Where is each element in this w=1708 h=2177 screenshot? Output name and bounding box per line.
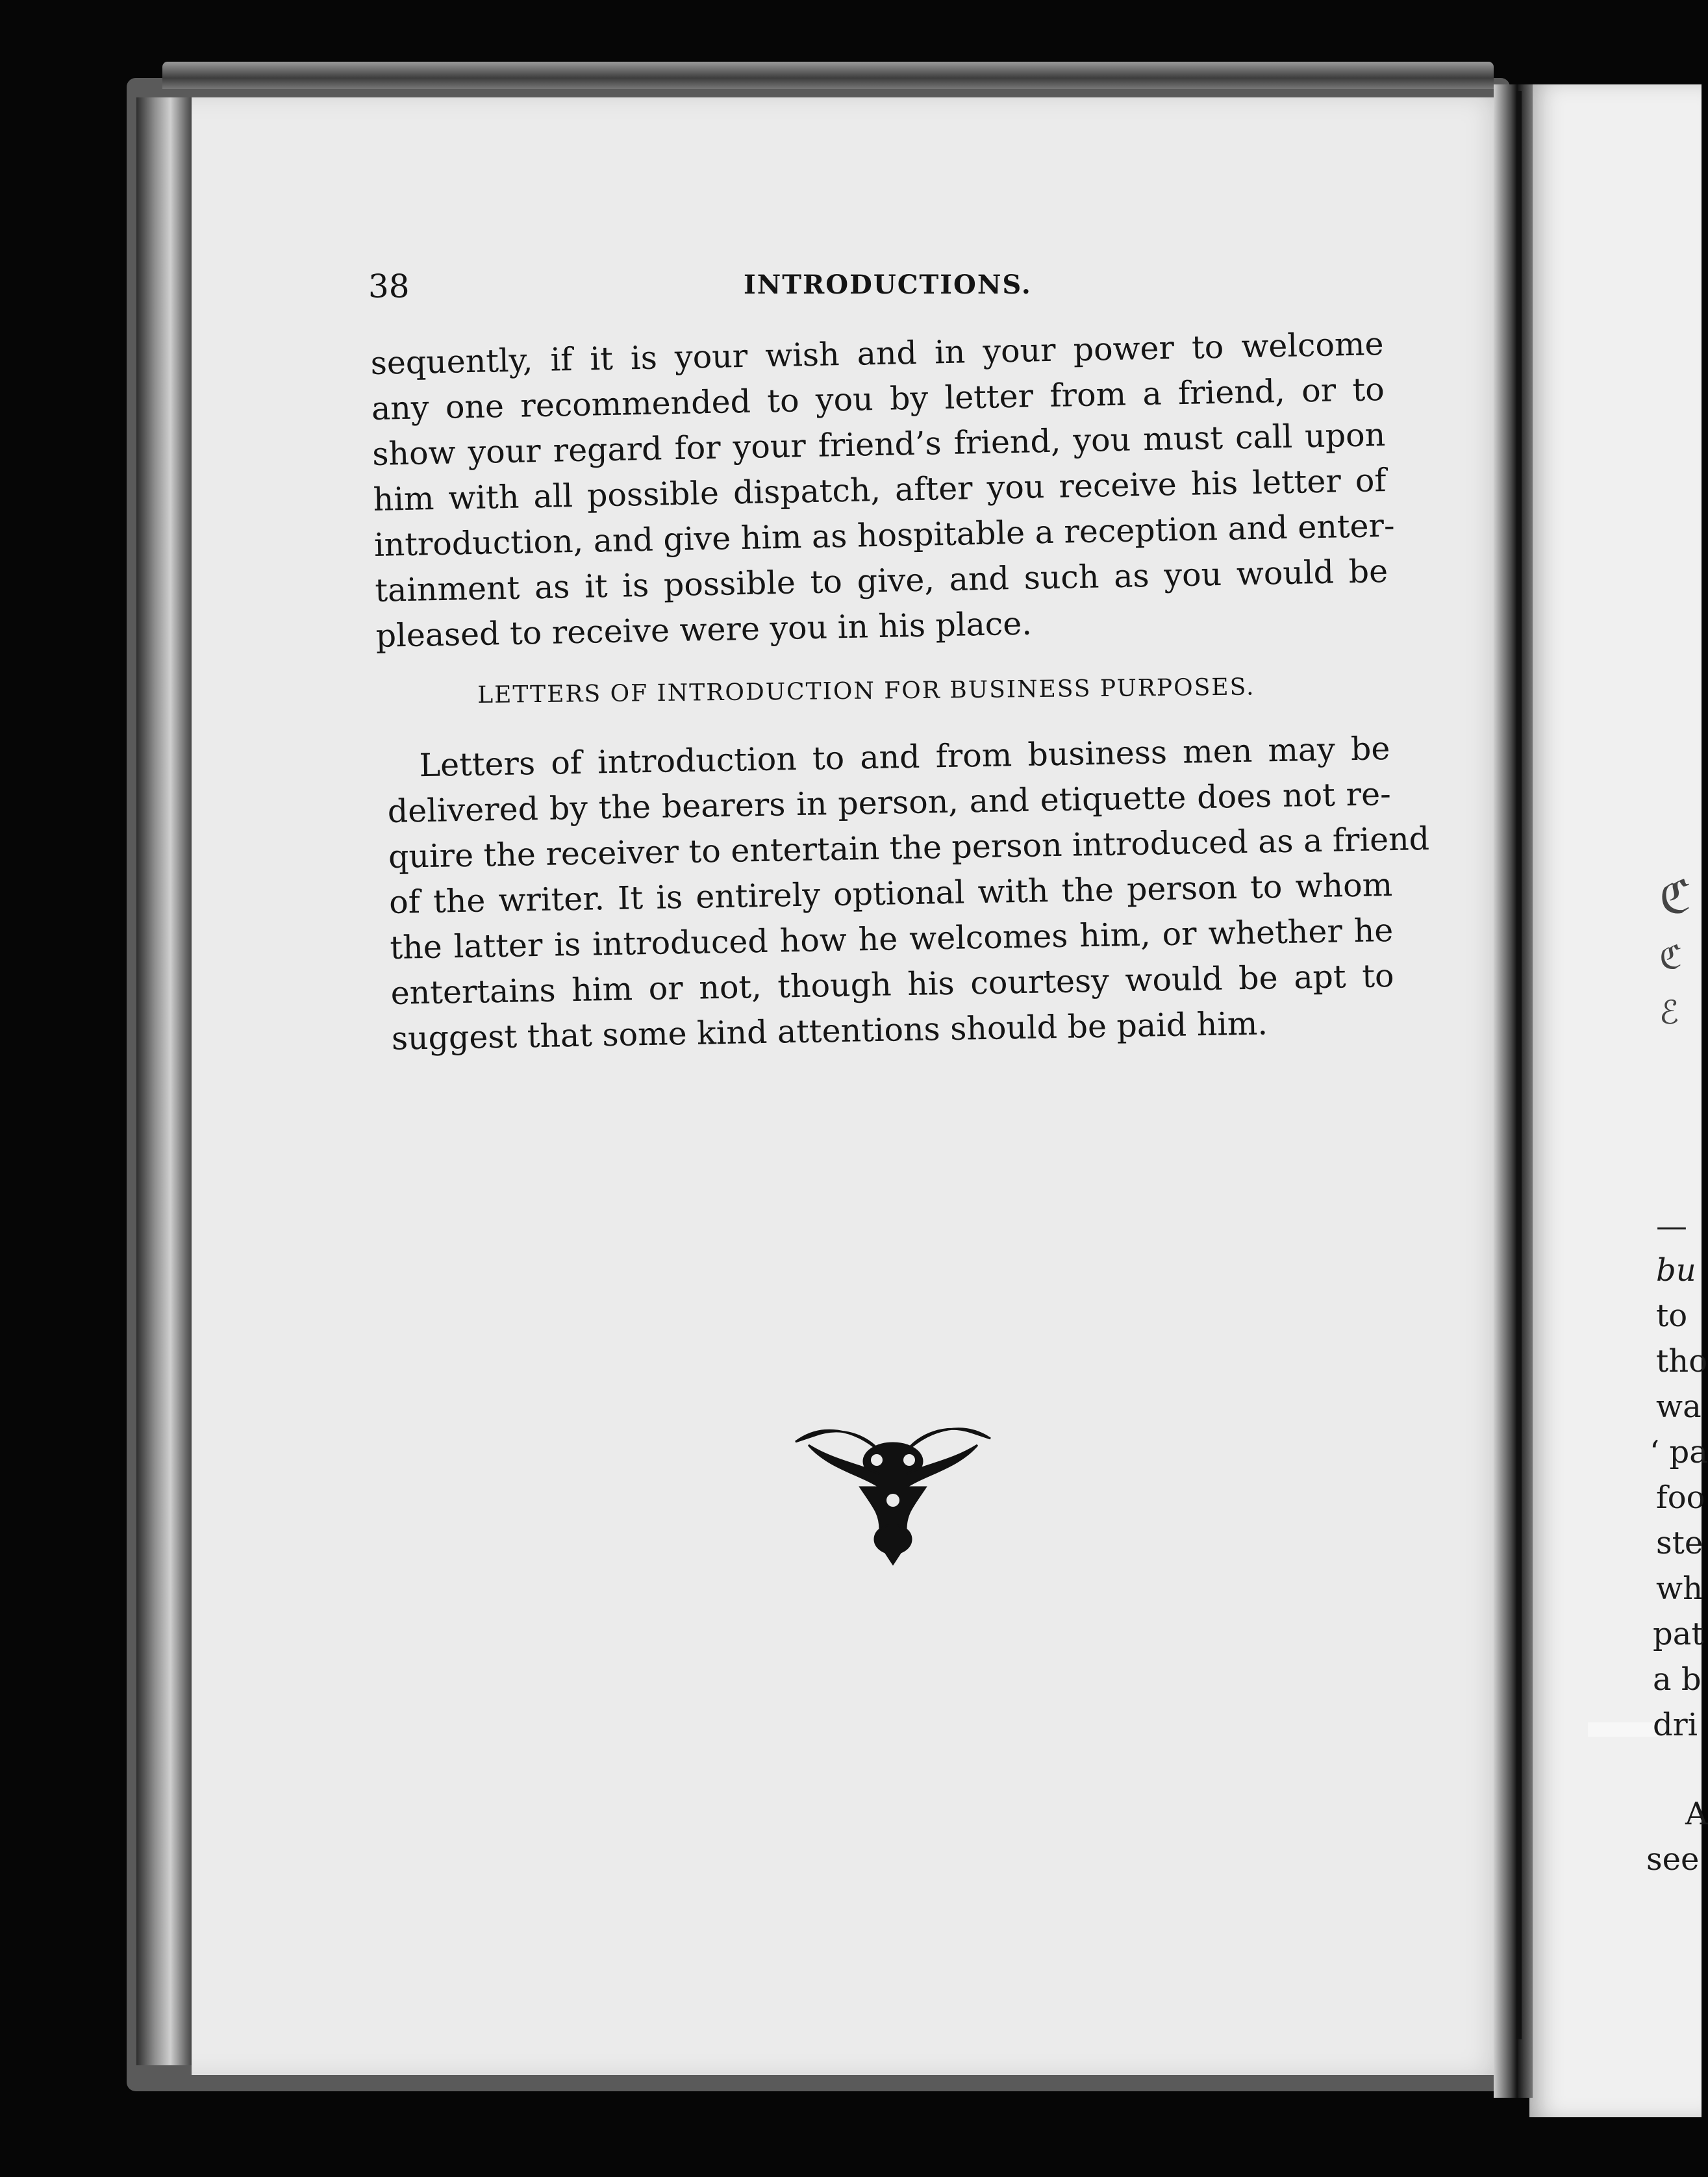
text-line: introduction, and give him as hospitable a reception and enter-: [373, 507, 1396, 564]
facing-text: bu: [1656, 1252, 1696, 1289]
flourish-icon: ℭ: [1659, 870, 1692, 924]
page-top-edge: [162, 62, 1494, 89]
facing-text: a b: [1653, 1661, 1702, 1698]
text-line: the latter is introduced how he welcomes him, or whether he: [389, 911, 1394, 966]
text-line: show your regard for your friend’s friend, you must call upon: [371, 416, 1386, 473]
text-line: entertains him or not, though his courtesy would be apt to: [390, 957, 1394, 1012]
page-number: 38: [368, 268, 410, 305]
paragraph-1: [370, 321, 1396, 659]
paragraph-2: [386, 726, 1430, 1062]
text-line: of the writer. It is entirely optional with the person to whom: [388, 866, 1393, 921]
right-page: [1529, 84, 1702, 2117]
gutter-shadow-line: [1516, 91, 1522, 2039]
text-line: him with all possible dispatch, after you receive his letter of: [373, 462, 1387, 518]
facing-text: A: [1685, 1796, 1708, 1832]
facing-text: wa: [1656, 1389, 1702, 1425]
section-heading: LETTERS OF INTRODUCTION FOR BUSINESS PURPOSES.: [477, 673, 1255, 709]
facing-text: ste: [1656, 1525, 1703, 1561]
text-line: sequently, if it is your wish and in your power to welcome: [370, 325, 1384, 382]
text-line: quire the receiver to entertain the person introduced as a friend: [388, 820, 1430, 875]
facing-text: tho: [1656, 1343, 1708, 1379]
paper-tab: [1588, 1722, 1659, 1737]
text-line: Letters of introduction to and from business men may be: [419, 730, 1390, 785]
facing-text: ‘ pa: [1650, 1434, 1708, 1470]
ornament-icon: [783, 1416, 1003, 1565]
facing-text: to: [1656, 1298, 1688, 1334]
facing-text: —: [1656, 1208, 1687, 1244]
text-line: suggest that some kind attentions should be paid him.: [391, 1005, 1268, 1057]
facing-text: foo: [1656, 1479, 1705, 1516]
facing-text: see: [1646, 1841, 1700, 1878]
text-line: delivered by the bearers in person, and etiquette does not re-: [387, 775, 1392, 830]
facing-text: dri: [1653, 1707, 1698, 1743]
text-line: tainment as it is possible to give, and such as you would be: [374, 552, 1388, 609]
flourish-icon: ℭ: [1659, 938, 1683, 976]
running-head: INTRODUCTIONS.: [744, 270, 1032, 300]
facing-text: pat: [1653, 1616, 1704, 1652]
text-line: any one recommended to you by letter from a friend, or to: [371, 371, 1385, 427]
page-stack-edge: [136, 97, 198, 2065]
flourish-icon: ℰ: [1659, 994, 1679, 1031]
book-gutter: [1494, 84, 1533, 2098]
text-line: pleased to receive were you in his place.: [375, 605, 1033, 655]
facing-text: wh: [1656, 1570, 1703, 1607]
